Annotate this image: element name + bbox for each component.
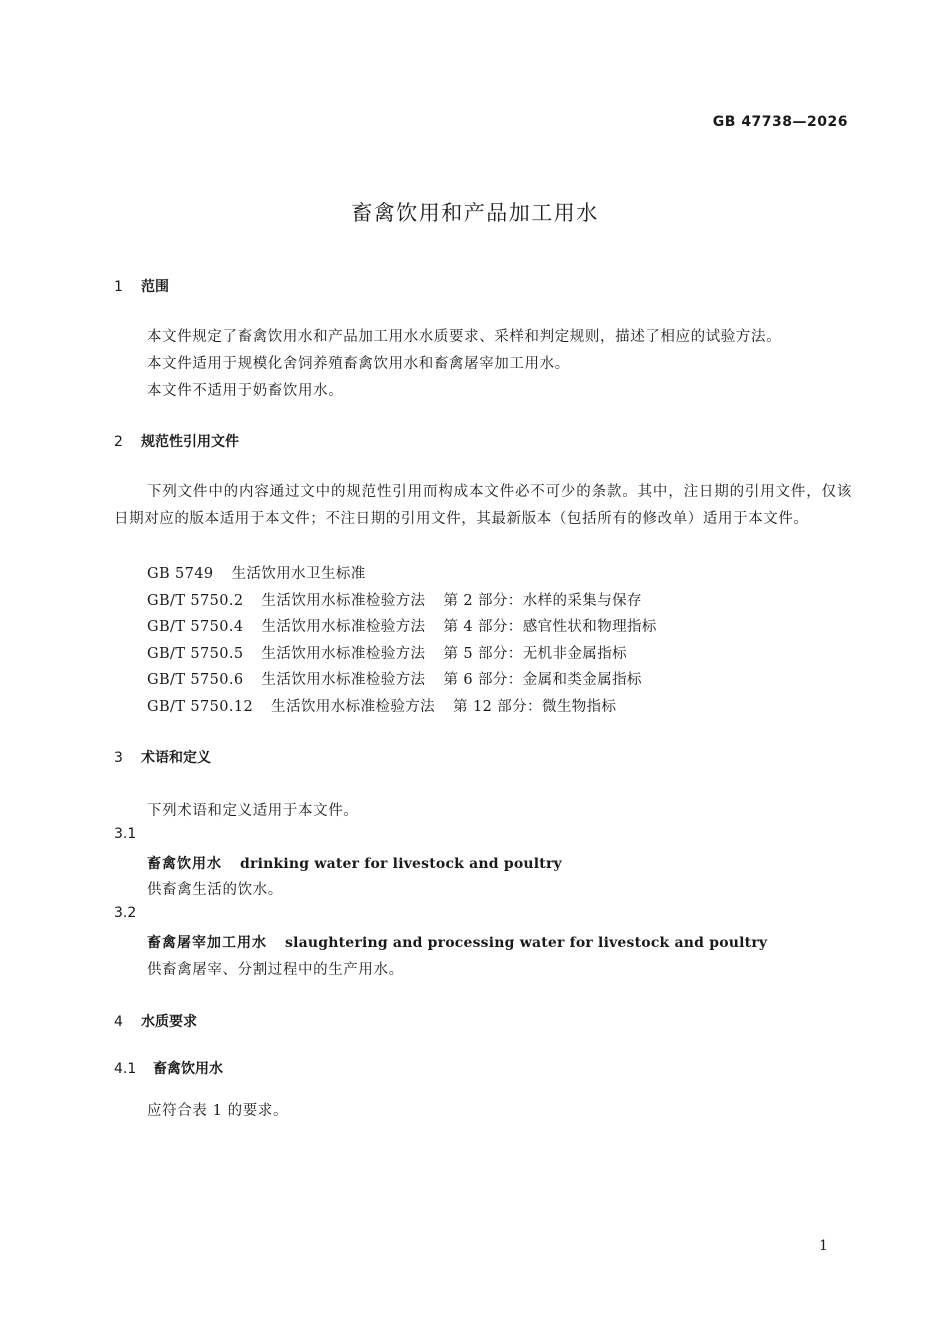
reference-title: 生活饮用水标准检验方法 bbox=[261, 646, 426, 662]
scope-paragraph-2: 本文件适用于规模化舍饲养殖畜禽饮用水和畜禽屠宰加工用水。 bbox=[147, 356, 570, 372]
term-en: slaughtering and processing water for livestock and poultry bbox=[285, 935, 768, 951]
reference-item bbox=[147, 589, 642, 610]
reference-item bbox=[147, 642, 627, 663]
term-definition: 供畜禽屠宰、分割过程中的生产用水。 bbox=[147, 962, 404, 978]
section-title: 术语和定义 bbox=[141, 750, 211, 766]
reference-code: GB/T 5750.12 bbox=[147, 699, 254, 715]
term-zh: 畜禽屠宰加工用水 bbox=[147, 935, 267, 951]
section-title: 范围 bbox=[141, 279, 169, 295]
reference-code: GB/T 5750.4 bbox=[147, 619, 244, 635]
section-number: 4 bbox=[114, 1014, 123, 1030]
document-title: 畜禽饮用和产品加工用水 bbox=[351, 201, 599, 225]
reference-part: 第 4 部分：感官性状和物理指标 bbox=[443, 619, 657, 635]
reference-item bbox=[147, 695, 616, 716]
term-en: drinking water for livestock and poultry bbox=[240, 856, 562, 872]
subsection-4-1-heading bbox=[114, 1058, 223, 1078]
section-number: 3 bbox=[114, 750, 123, 766]
term-zh: 畜禽饮用水 bbox=[147, 856, 222, 872]
term-entry bbox=[147, 853, 562, 873]
section-2-heading bbox=[114, 431, 239, 451]
reference-code: GB 5749 bbox=[147, 566, 214, 582]
section-title: 水质要求 bbox=[141, 1014, 197, 1030]
term-number: 3.2 bbox=[114, 905, 137, 921]
reference-part: 第 6 部分：金属和类金属指标 bbox=[443, 672, 642, 688]
reference-code: GB/T 5750.2 bbox=[147, 593, 244, 609]
term-number: 3.1 bbox=[114, 826, 137, 842]
standard-number: GB 47738—2026 bbox=[712, 114, 848, 130]
reference-title: 生活饮用水标准检验方法 bbox=[261, 593, 426, 609]
section-1-heading bbox=[114, 276, 169, 296]
reference-title: 生活饮用水标准检验方法 bbox=[271, 699, 436, 715]
reference-part: 第 2 部分：水样的采集与保存 bbox=[443, 593, 642, 609]
reference-item bbox=[147, 562, 366, 583]
reference-part: 第 5 部分：无机非金属指标 bbox=[443, 646, 627, 662]
subsection-4-1-text: 应符合表 1 的要求。 bbox=[147, 1103, 289, 1119]
term-entry bbox=[147, 932, 767, 952]
subsection-title: 畜禽饮用水 bbox=[153, 1061, 223, 1077]
section-4-heading bbox=[114, 1011, 197, 1031]
reference-title: 生活饮用水卫生标准 bbox=[231, 566, 366, 582]
reference-code: GB/T 5750.6 bbox=[147, 672, 244, 688]
reference-title: 生活饮用水标准检验方法 bbox=[261, 672, 426, 688]
section-title: 规范性引用文件 bbox=[141, 434, 239, 450]
scope-paragraph-1: 本文件规定了畜禽饮用水和产品加工用水水质要求、采样和判定规则，描述了相应的试验方法。 bbox=[147, 329, 782, 345]
reference-code: GB/T 5750.5 bbox=[147, 646, 244, 662]
reference-item bbox=[147, 668, 642, 689]
normative-references-intro: 下列文件中的内容通过文中的规范性引用而构成本文件必不可少的条款。其中，注日期的引用文件，仅该日期对应的版本适用于本文件；不注日期的引用文件，其最新版本（包括所有的修改单）适用于本文件。 bbox=[114, 484, 852, 527]
reference-part: 第 12 部分：微生物指标 bbox=[453, 699, 617, 715]
section-number: 2 bbox=[114, 434, 123, 450]
reference-item bbox=[147, 615, 657, 636]
subsection-number: 4.1 bbox=[114, 1061, 137, 1077]
term-definition: 供畜禽生活的饮水。 bbox=[147, 882, 283, 898]
section-3-heading bbox=[114, 747, 211, 767]
reference-title: 生活饮用水标准检验方法 bbox=[261, 619, 426, 635]
section-number: 1 bbox=[114, 279, 123, 295]
terms-intro: 下列术语和定义适用于本文件。 bbox=[147, 803, 359, 819]
page-number: 1 bbox=[819, 1238, 828, 1254]
scope-paragraph-3: 本文件不适用于奶畜饮用水。 bbox=[147, 383, 344, 399]
